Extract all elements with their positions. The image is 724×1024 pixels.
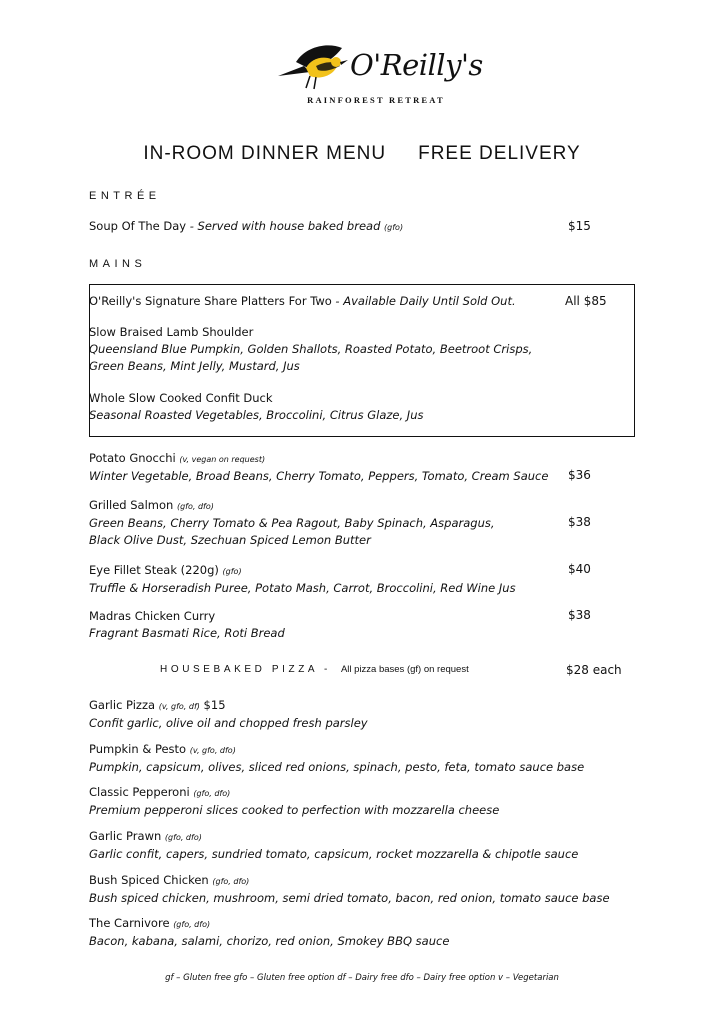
item-desc-line: Garlic confit, capers, sundried tomato, capsicum, rocket mozzarella & chipotle sauce	[89, 847, 579, 861]
logo-name: O'Reilly's	[350, 48, 483, 82]
menu-item	[89, 741, 584, 776]
item-desc: - Served with house baked bread	[186, 219, 385, 233]
pizza-heading: HOUSEBAKED PIZZA -	[160, 664, 331, 675]
item-desc-line: Bacon, kabana, salami, chorizo, red onion, Smokey BBQ sauce	[89, 934, 450, 948]
item-desc-line: Premium pepperoni slices cooked to perfection with mozzarella cheese	[89, 803, 500, 817]
menu-item	[89, 562, 516, 597]
item-note: (gfo, dfo)	[176, 502, 214, 511]
platter-desc: - Available Daily Until Sold Out.	[331, 294, 516, 308]
menu-item	[89, 828, 578, 863]
pizza-subheading: All pizza bases (gf) on request	[340, 664, 469, 675]
menu-item	[89, 915, 449, 950]
item-name: Bush Spiced Chicken	[89, 873, 209, 887]
item-desc-line: Winter Vegetable, Broad Beans, Cherry Tomato, Peppers, Tomato, Cream Sauce	[89, 469, 549, 483]
logo-subtitle: RAINFOREST RETREAT	[307, 95, 445, 105]
option-desc-line: Green Beans, Mint Jelly, Mustard, Jus	[89, 359, 300, 373]
section-heading-mains: MAINS	[89, 258, 147, 270]
item-price: $38	[568, 608, 591, 622]
menu-item	[89, 218, 403, 236]
item-desc-line: Truffle & Horseradish Puree, Potato Mash, Carrot, Broccolini, Red Wine Jus	[89, 581, 516, 595]
item-price: $36	[568, 468, 591, 482]
item-note: (gfo)	[384, 223, 404, 232]
item-note: (gfo, dfo)	[173, 920, 211, 929]
item-name: Soup Of The Day	[89, 219, 187, 233]
page-title	[0, 143, 724, 165]
item-name: Garlic Prawn	[89, 829, 162, 843]
option-desc-line: Queensland Blue Pumpkin, Golden Shallots, Roasted Potato, Beetroot Crisps,	[89, 342, 533, 356]
item-name: Classic Pepperoni	[89, 785, 190, 799]
item-price: $15	[568, 219, 591, 233]
item-note: (gfo, dfo)	[193, 789, 231, 798]
platter-option	[89, 324, 532, 375]
item-note: (gfo, dfo)	[212, 877, 250, 886]
item-desc-line: Confit garlic, olive oil and chopped fresh parsley	[89, 716, 368, 730]
menu-item	[89, 784, 499, 819]
platter-header	[89, 293, 516, 310]
item-desc-line: Black Olive Dust, Szechuan Spiced Lemon Butter	[89, 533, 371, 547]
menu-item	[89, 608, 285, 642]
title-delivery: FREE DELIVERY	[418, 143, 581, 164]
item-note: (v, gfo, df)	[158, 702, 200, 711]
item-name: Potato Gnocchi	[89, 451, 176, 465]
item-desc-line: Bush spiced chicken, mushroom, semi dried tomato, bacon, red onion, tomato sauce base	[89, 891, 610, 905]
item-extra-price: $15	[199, 698, 226, 712]
item-name: Grilled Salmon	[89, 498, 174, 512]
menu-item	[89, 872, 610, 907]
item-name: Madras Chicken Curry	[89, 609, 216, 623]
title-menu: IN-ROOM DINNER MENU	[143, 143, 387, 164]
item-note: (v, gfo, dfo)	[189, 746, 236, 755]
item-note: (gfo)	[222, 567, 242, 576]
item-name: The Carnivore	[89, 916, 170, 930]
item-note: (v, vegan on request)	[179, 455, 266, 464]
option-name: Slow Braised Lamb Shoulder	[89, 325, 254, 339]
platter-price: All $85	[565, 294, 607, 308]
bowerbird-icon	[276, 36, 356, 96]
pizza-price: $28 each	[566, 663, 622, 677]
platter-name: O'Reilly's Signature Share Platters For Two	[89, 294, 332, 308]
item-price: $38	[568, 515, 591, 529]
item-name: Pumpkin & Pesto	[89, 742, 187, 756]
menu-item	[89, 697, 368, 732]
platter-option	[89, 390, 423, 424]
item-price: $40	[568, 562, 591, 576]
section-heading-pizza	[160, 664, 469, 675]
menu-item	[89, 497, 495, 549]
item-desc-line: Green Beans, Cherry Tomato & Pea Ragout, Baby Spinach, Asparagus,	[89, 516, 495, 530]
menu-item	[89, 450, 548, 485]
dietary-legend: gf – Gluten free gfo – Gluten free option df – Dairy free dfo – Dairy free option v – Vegetarian	[165, 973, 559, 983]
logo	[276, 36, 483, 112]
option-name: Whole Slow Cooked Confit Duck	[89, 391, 273, 405]
item-note: (gfo, dfo)	[164, 833, 202, 842]
item-name: Eye Fillet Steak (220g)	[89, 563, 219, 577]
item-name: Garlic Pizza	[89, 698, 156, 712]
item-desc-line: Pumpkin, capsicum, olives, sliced red onions, spinach, pesto, feta, tomato sauce base	[89, 760, 585, 774]
item-desc-line: Fragrant Basmati Rice, Roti Bread	[89, 626, 285, 640]
section-heading-entree: ENTRÉE	[89, 190, 161, 202]
option-desc-line: Seasonal Roasted Vegetables, Broccolini, Citrus Glaze, Jus	[89, 408, 424, 422]
